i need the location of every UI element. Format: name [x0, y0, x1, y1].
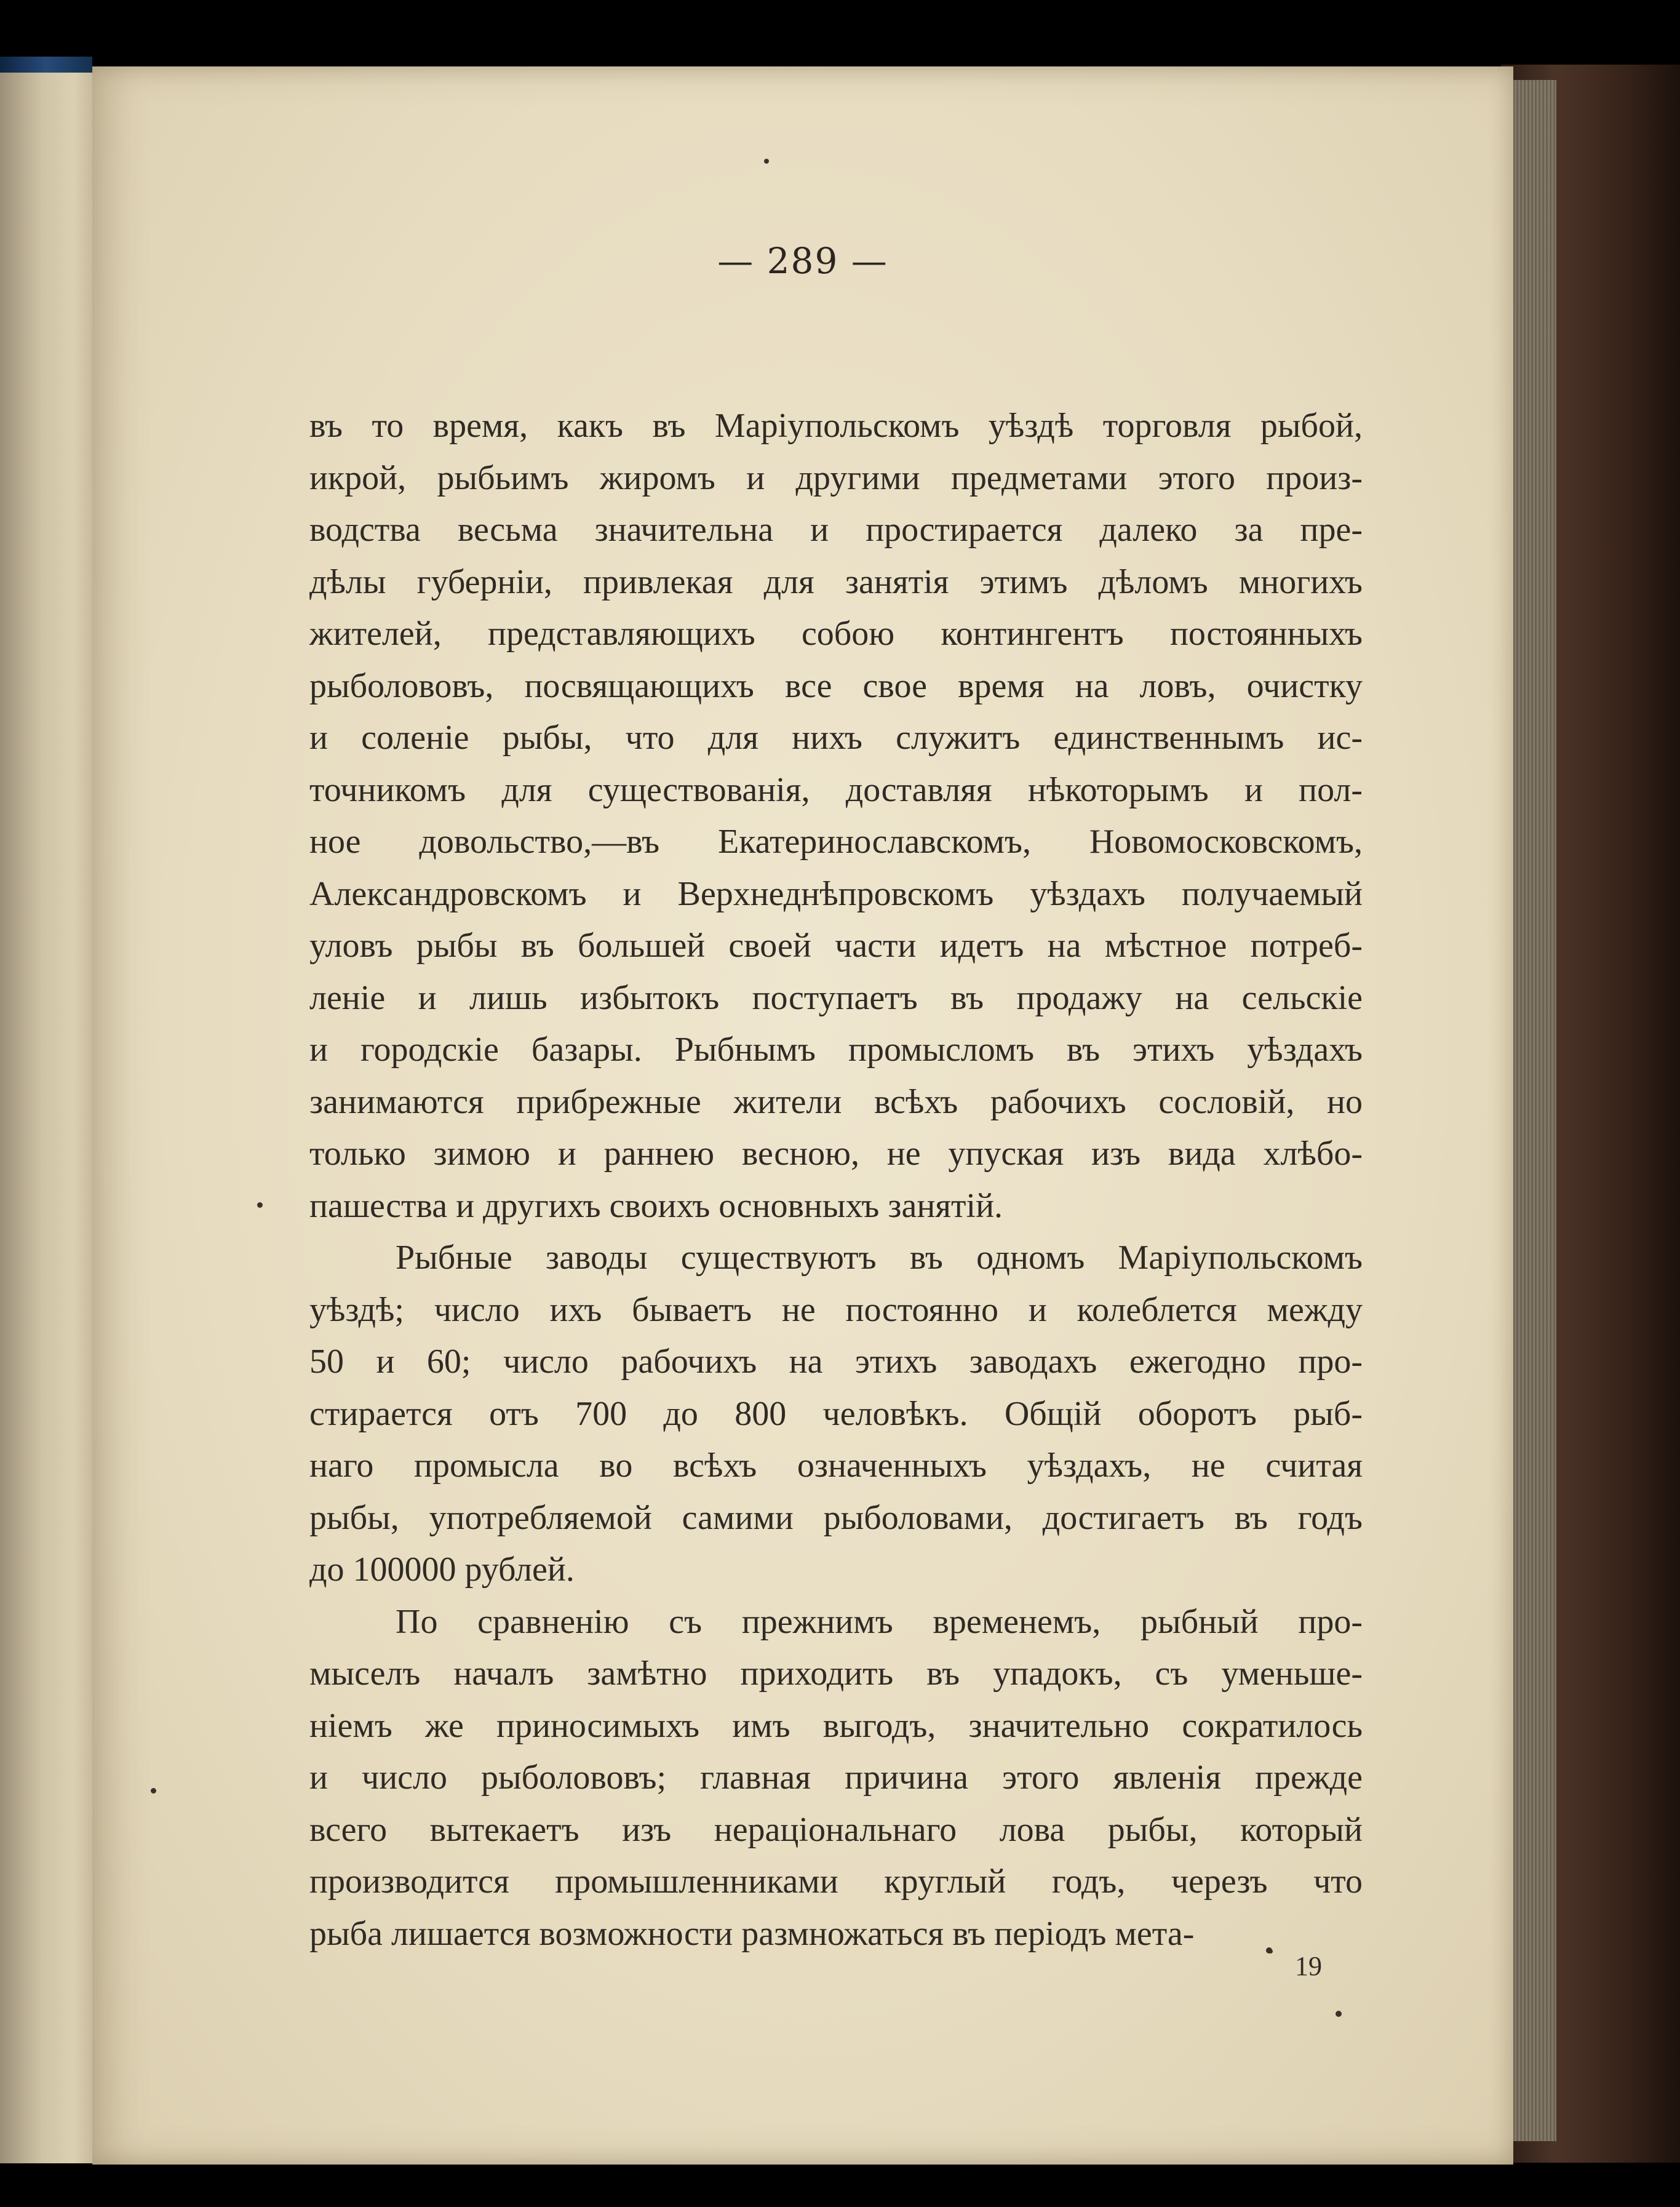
- text-line: По сравненію съ прежнимъ временемъ, рыбный про-: [396, 1602, 1363, 1641]
- paragraph: [309, 1232, 1363, 1596]
- text-line: точникомъ для существованія, доставляя нѣкоторымъ и пол-: [309, 770, 1363, 809]
- text-line: рыба лишается возможности размножаться въ періодъ мета-: [309, 1914, 1195, 1953]
- text-line: леніе и лишь избытокъ поступаетъ въ продажу на сельскіе: [309, 978, 1363, 1017]
- text-line: всего вытекаетъ изъ нераціональнаго лова рыбы, который: [309, 1810, 1363, 1849]
- book-page: [92, 66, 1513, 2165]
- text-line: наго промысла во всѣхъ означенныхъ уѣздахъ, не считая: [309, 1447, 1363, 1485]
- text-line: икрой, рыбьимъ жиромъ и другими предметами этого произ-: [309, 458, 1363, 497]
- page-header: — 289 —: [717, 240, 888, 282]
- text-line: и соленіе рыбы, что для нихъ служитъ единственнымъ ис-: [309, 719, 1363, 757]
- text-line: дѣлы губерніи, привлекая для занятія этимъ дѣломъ многихъ: [309, 562, 1363, 601]
- text-line: пашества и другихъ своихъ основныхъ занятій.: [309, 1186, 1003, 1225]
- text-line: до 100000 рублей.: [309, 1550, 575, 1589]
- facing-page-edge: [0, 73, 92, 2163]
- ink-speck: [151, 1788, 156, 1794]
- text-line: жителей, представляющихъ собою контингентъ постоянныхъ: [309, 615, 1363, 653]
- text-line: ное довольство,—въ Екатеринославскомъ, Новомосковскомъ,: [309, 823, 1363, 861]
- text-line: водства весьма значительна и простирается далеко за пре-: [309, 511, 1363, 549]
- ink-speck: [764, 159, 769, 164]
- text-line: производится промышленниками круглый годъ, черезъ что: [309, 1862, 1363, 1901]
- signature-mark: 19: [1295, 1951, 1322, 1981]
- page-edges: [1510, 80, 1556, 2141]
- text-line: мыселъ началъ замѣтно приходить въ упадокъ, съ уменьше-: [309, 1654, 1363, 1693]
- text-line: Александровскомъ и Верхнеднѣпровскомъ уѣздахъ получаемый: [309, 874, 1363, 913]
- paragraph: [309, 1596, 1363, 1960]
- ink-speck: [1266, 1947, 1272, 1954]
- text-line: занимаются прибрежные жители всѣхъ рабочихъ сословій, но: [309, 1082, 1363, 1121]
- text-line: рыболововъ, посвящающихъ все свое время на ловъ, очистку: [309, 666, 1363, 705]
- text-line: уловъ рыбы въ большей своей части идетъ на мѣстное потреб-: [309, 927, 1363, 965]
- text-line: 50 и 60; число рабочихъ на этихъ заводахъ ежегодно про-: [309, 1343, 1363, 1381]
- text-line: и городскіе базары. Рыбнымъ промысломъ въ этихъ уѣздахъ: [309, 1031, 1363, 1069]
- text-line: и число рыболововъ; главная причина этого явленія прежде: [309, 1758, 1363, 1797]
- text-line: въ то время, какъ въ Маріупольскомъ уѣздѣ торговля рыбой,: [309, 407, 1363, 445]
- text-line: ніемъ же приносимыхъ имъ выгодъ, значительно сократилось: [309, 1706, 1363, 1745]
- paragraph: [309, 400, 1363, 1232]
- body-text: [309, 400, 1363, 1960]
- text-line: рыбы, употребляемой самими рыболовами, достигаетъ въ годъ: [309, 1498, 1363, 1537]
- text-line: уѣздѣ; число ихъ бываетъ не постоянно и колеблется между: [309, 1290, 1363, 1329]
- text-line: стирается отъ 700 до 800 человѣкъ. Общій оборотъ рыб-: [309, 1394, 1363, 1433]
- ink-speck: [1336, 2011, 1342, 2017]
- text-line: только зимою и раннею весною, не упуская изъ вида хлѣбо-: [309, 1135, 1363, 1173]
- text-line: Рыбные заводы существуютъ въ одномъ Маріупольскомъ: [396, 1239, 1363, 1277]
- ink-speck: [257, 1202, 263, 1208]
